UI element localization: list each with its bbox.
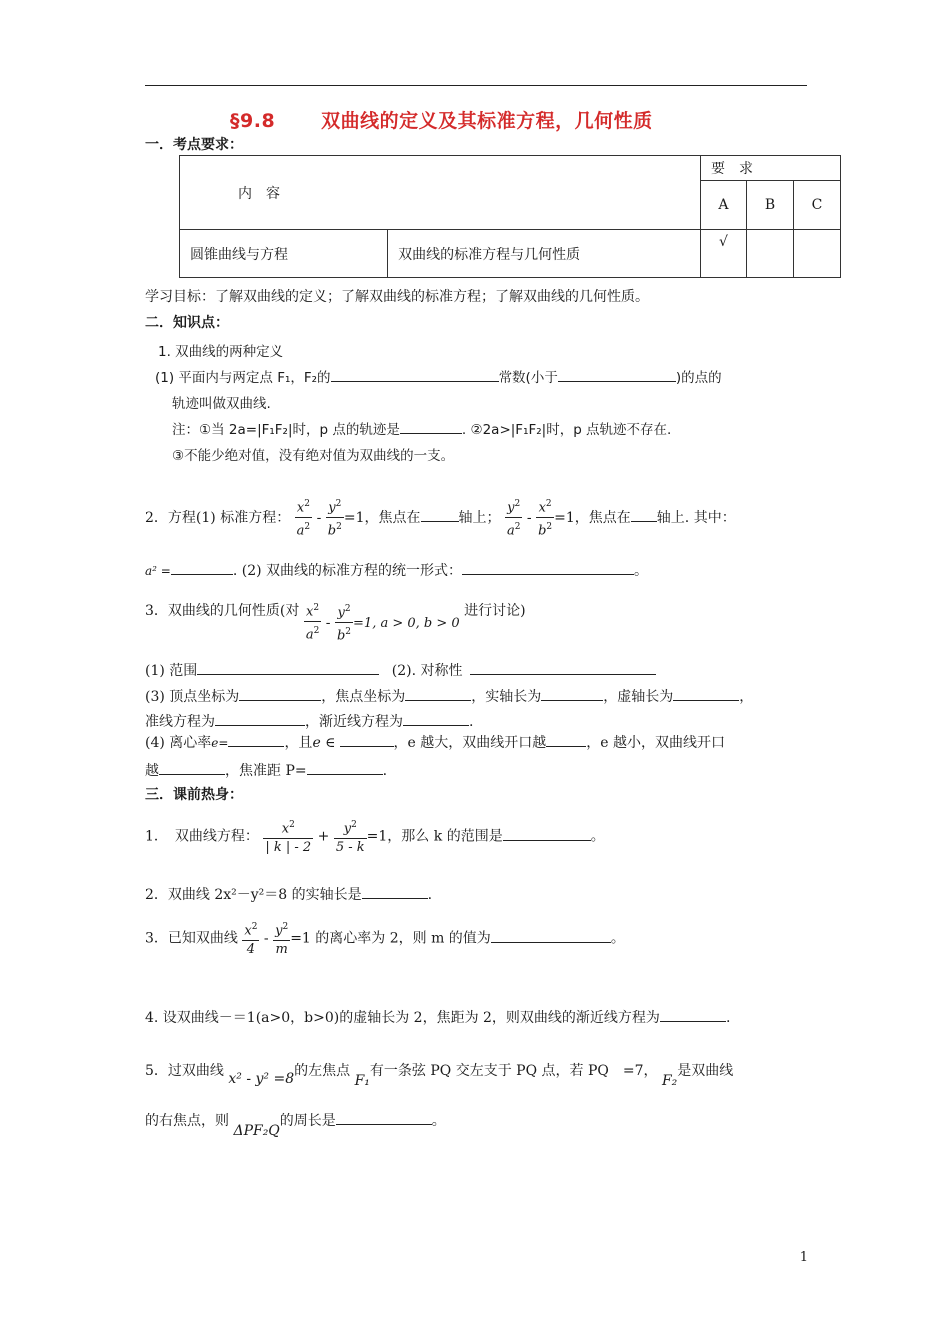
vertex-comma: ， xyxy=(739,689,754,705)
question-2 xyxy=(145,884,432,904)
blank-q1 xyxy=(503,826,591,841)
directrix-line xyxy=(145,711,473,731)
geo-condition: =1, a > 0, b > 0 xyxy=(353,615,460,631)
q5-text-c: 有一条弦 PQ 交左支于 PQ 点，若 PQ =7， xyxy=(369,1063,658,1079)
range-line xyxy=(145,660,656,680)
geo-title: 3．双曲线的几何性质(对 xyxy=(145,603,300,619)
frac-y2-b2: $\frac{y^2}{b^2}$ xyxy=(327,499,342,539)
table-req-header: 要 求 xyxy=(701,156,841,181)
directrix-period: . xyxy=(469,714,474,730)
level-a: A xyxy=(701,181,747,230)
blank-def-1 xyxy=(331,367,499,382)
row-item: 双曲线的标准方程与几何性质 xyxy=(388,230,701,278)
eq-focus-2: ，焦点在 xyxy=(574,509,631,526)
frac-x2-b2: $\frac{x^2}{b^2}$ xyxy=(538,499,553,539)
header-rule xyxy=(145,85,807,86)
blank-unified xyxy=(462,560,634,575)
q2-text: 2．双曲线 2x²－y²＝8 的实轴长是 xyxy=(145,887,362,903)
blank-ecc-more xyxy=(159,760,225,775)
q5-f1: F₁ xyxy=(354,1073,370,1089)
blank-note xyxy=(400,419,462,434)
level-b: B xyxy=(746,181,793,230)
q2-end: . xyxy=(427,887,433,903)
note-line-2: ③不能少绝对值，没有绝对值为双曲线的一支。 xyxy=(172,448,455,464)
question-4 xyxy=(145,1007,730,1027)
q5-text-b: 的左焦点 xyxy=(294,1063,351,1079)
requirements-table xyxy=(179,155,841,278)
equation-line: 2．方程(1) 标准方程： $\frac{x^2}{a^2}$ - $\frac{y^2}{b^2}$ =1，焦点在 轴上； $\frac{y^2}{a^2}$ - $\frac{x^2}{b^2}$ =1，焦点在 轴上. 其中： xyxy=(145,495,736,541)
def-line-1 xyxy=(155,366,722,386)
level-c: C xyxy=(793,181,840,230)
section-number: §9.8 xyxy=(230,110,276,132)
ecc-big: ，e 越大，双曲线开口越 xyxy=(393,735,547,751)
frac-geo-x2-a2: $\frac{x^2}{a^2}$ xyxy=(305,603,320,643)
question-5-line-2 xyxy=(145,1110,446,1139)
a2-line xyxy=(145,560,648,580)
q5-triangle: ΔPF₂Q xyxy=(233,1123,280,1139)
note-line-1 xyxy=(172,418,671,438)
heading-requirements: 一．考点要求： xyxy=(145,137,243,153)
q5-end: 。 xyxy=(431,1113,446,1129)
def1-text-a: (1) 平面内与两定点 F₁，F₂的 xyxy=(155,370,331,386)
vertex-label: (3) 顶点坐标为 xyxy=(145,689,240,705)
ecc-in: ，且 xyxy=(284,735,313,751)
q5-text-e: 的右焦点，则 xyxy=(145,1113,229,1129)
row-mark: √ xyxy=(701,230,747,278)
q1-end: 。 xyxy=(590,828,605,845)
blank-ecc xyxy=(228,732,284,747)
row-topic: 圆锥曲线与方程 xyxy=(180,230,388,278)
ecc-eq: e= xyxy=(211,736,229,750)
q5-text-a: 5．过双曲线 xyxy=(145,1063,224,1079)
blank-ecc-p xyxy=(307,760,383,775)
frac-q3-y: $\frac{y^2}{m}$ xyxy=(275,922,289,958)
frac-x2-a2: $\frac{x^2}{a^2}$ xyxy=(296,499,311,539)
a2-label: a² = xyxy=(145,564,171,578)
row-empty-b xyxy=(746,230,793,278)
def-title: 1. 双曲线的两种定义 xyxy=(158,344,284,360)
question-1: 1． 双曲线方程： $\frac{x^2}{| k | - 2}$ + $\frac{y^2}{5 - k}$ =1，那么 k 的范围是 。 xyxy=(145,816,605,857)
eq-axis-2: 轴上. 其中： xyxy=(656,509,736,526)
note-text-b: . ②2a>|F₁F₂|时，p 点轨迹不存在. xyxy=(461,422,672,438)
blank-symmetry xyxy=(470,660,656,675)
blank-focus xyxy=(405,686,471,701)
def1-text-b: 常数(小于 xyxy=(498,370,558,386)
ecc-p: ，焦准距 P= xyxy=(225,763,307,779)
geometry-title-line: 3．双曲线的几何性质(对 $\frac{x^2}{a^2}$ - $\frac{y^2}{b^2}$ =1, a > 0, b > 0 进行讨论) xyxy=(145,600,526,646)
ecc-small: ，e 越小，双曲线开口 xyxy=(586,735,726,751)
range-label: (1) 范围 xyxy=(145,663,198,679)
blank-q4 xyxy=(660,1007,726,1022)
blank-range xyxy=(197,660,379,675)
frac-y2-a2: $\frac{y^2}{a^2}$ xyxy=(506,499,521,539)
geo-tail: 进行讨论) xyxy=(464,603,526,619)
blank-imag-axis xyxy=(673,686,739,701)
q4-text: 4. 设双曲线－＝1(a>0，b>0)的虚轴长为 2，焦距为 2，则双曲线的渐近线方程为 xyxy=(145,1010,660,1026)
q4-end: . xyxy=(725,1010,731,1026)
asymptote-label: ，渐近线方程为 xyxy=(305,714,403,730)
frac-q1-y: $\frac{y^2}{5 - k}$ xyxy=(335,820,365,856)
ecc-label: (4) 离心率 xyxy=(145,735,212,751)
eq-title: 2．方程(1) 标准方程： xyxy=(145,509,291,526)
q1-text-a: 1． 双曲线方程： xyxy=(145,828,259,845)
page-title xyxy=(230,106,653,133)
q5-text-f: 的周长是 xyxy=(279,1113,336,1129)
ecc-more: 越 xyxy=(145,763,159,779)
row-empty-c xyxy=(793,230,840,278)
question-3: 3．已知双曲线 $\frac{x^2}{4}$ - $\frac{y^2}{m}$ =1 的离心率为 2，则 m 的值为 。 xyxy=(145,918,625,959)
eq-axis-1: 轴上； xyxy=(458,509,501,526)
blank-directrix xyxy=(215,711,305,726)
blank-axis-1 xyxy=(421,507,459,522)
def1-text-c: )的点的 xyxy=(675,370,722,386)
title-text: 双曲线的定义及其标准方程，几何性质 xyxy=(321,110,653,132)
q5-text-d: 是双曲线 xyxy=(677,1063,734,1079)
heading-warmup: 三．课前热身： xyxy=(145,787,243,803)
eccentricity-line-2 xyxy=(145,760,387,780)
eq-end: 。 xyxy=(634,563,649,579)
blank-axis-2 xyxy=(631,507,657,522)
frac-q1-x: $\frac{x^2}{| k | - 2}$ xyxy=(265,820,312,856)
ecc-end: . xyxy=(382,763,388,779)
blank-vertex xyxy=(239,686,321,701)
blank-q2 xyxy=(362,884,428,899)
eq-unified: . (2) 双曲线的标准方程的统一形式： xyxy=(232,563,463,579)
frac-geo-y2-b2: $\frac{y^2}{b^2}$ xyxy=(336,604,352,644)
question-5 xyxy=(145,1060,734,1089)
blank-q5 xyxy=(336,1110,432,1125)
imag-axis-label: ，虚轴长为 xyxy=(603,689,674,705)
blank-asymptote xyxy=(403,711,469,726)
q3-text-b: =1 的离心率为 2，则 m 的值为 xyxy=(290,930,491,947)
q1-text-b: =1，那么 k 的范围是 xyxy=(366,828,503,845)
def-line-2: 轨迹叫做双曲线. xyxy=(172,396,271,412)
vertex-line xyxy=(145,686,753,706)
table-content-header: 内 容 xyxy=(180,156,701,230)
directrix-label: 准线方程为 xyxy=(145,714,215,730)
real-axis-label: ，实轴长为 xyxy=(471,689,542,705)
symmetry-label: (2). 对称性 xyxy=(391,663,463,679)
focus-label: ，焦点坐标为 xyxy=(321,689,406,705)
blank-real-axis xyxy=(541,686,603,701)
q5-f2: F₂ xyxy=(661,1073,678,1089)
eccentricity-line xyxy=(145,732,725,752)
blank-ecc-set xyxy=(340,732,394,747)
eq-focus-1: ，焦点在 xyxy=(364,509,421,526)
blank-ecc-big xyxy=(546,732,586,747)
page-number: 1 xyxy=(799,1250,808,1265)
q5-equation: x² - y² =8 xyxy=(228,1071,295,1087)
q3-text-a: 3．已知双曲线 xyxy=(145,930,238,947)
learning-goal: 学习目标：了解双曲线的定义；了解双曲线的标准方程；了解双曲线的几何性质。 xyxy=(145,289,649,305)
heading-knowledge: 二．知识点： xyxy=(145,315,229,331)
note-text-a: 注：①当 2a=|F₁F₂|时，p 点的轨迹是 xyxy=(172,422,400,438)
blank-q3 xyxy=(491,928,611,943)
blank-a2 xyxy=(171,560,233,575)
q3-end: 。 xyxy=(610,930,625,947)
blank-def-2 xyxy=(558,367,676,382)
frac-q3-x: $\frac{x^2}{4}$ xyxy=(244,922,258,958)
ecc-set: e ∈ xyxy=(312,735,336,751)
